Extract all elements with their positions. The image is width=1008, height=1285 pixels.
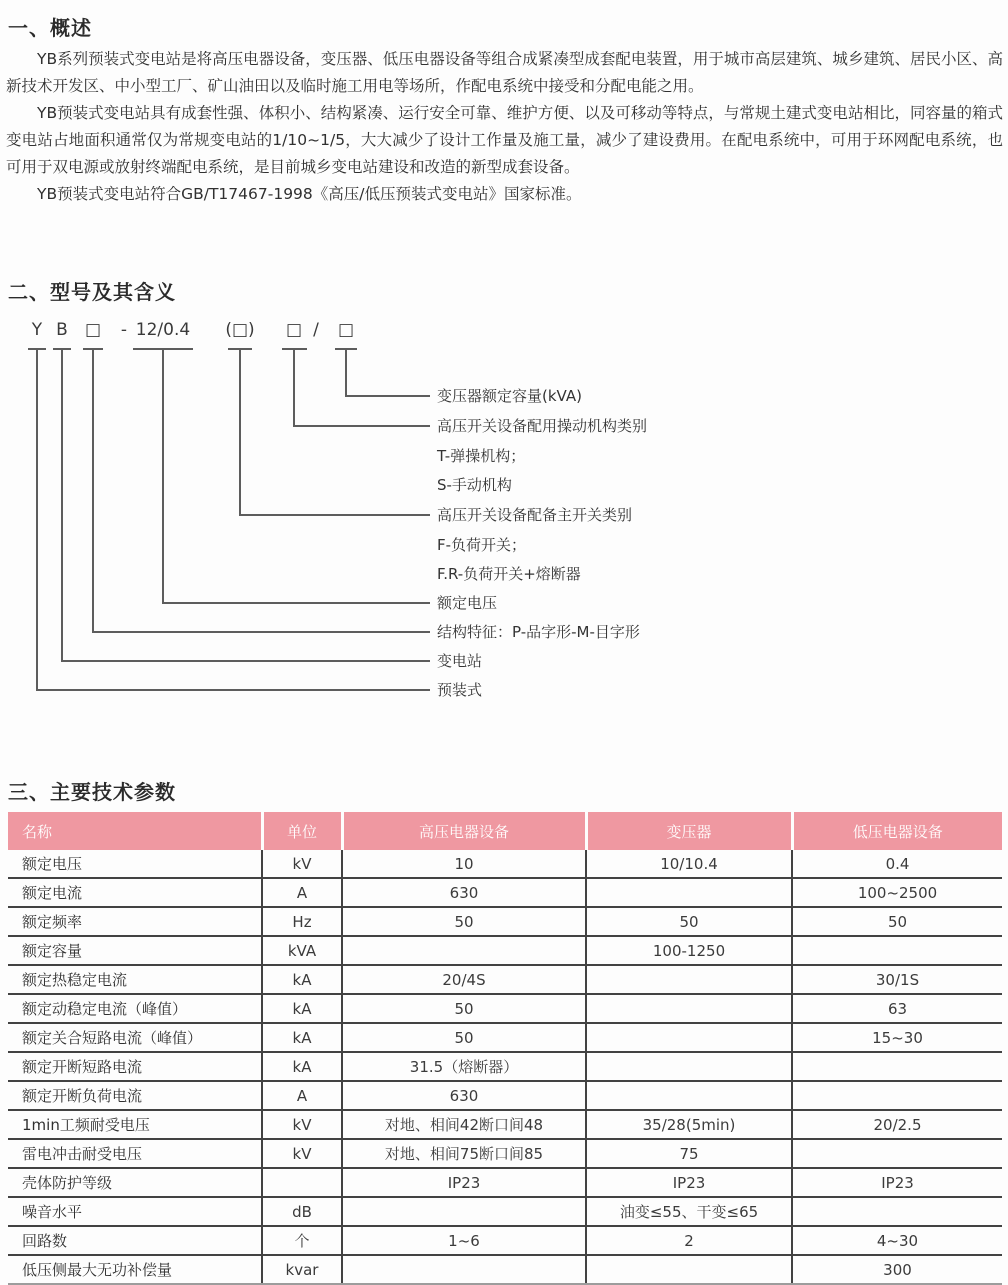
- row-label: 壳体防护等级: [8, 1168, 262, 1197]
- cell-lv: 30/1S: [792, 965, 1002, 994]
- section1-heading: 一、概述: [8, 16, 92, 40]
- cell-lv: 100~2500: [792, 878, 1002, 907]
- overview-paragraph-2: YB预装式变电站具有成套性强、体积小、结构紧凑、运行安全可靠、维护方便、以及可移动等特点，与常规土建式变电站相比，同容量的箱式变电站占地面积通常仅为常规变电站的1/10~1/5，大大减少了设计工作量及施工量，减少了建设费用。在配电系统中，可用于环网配电系统，也可用于双电源或放射终端配电系统，是目前城乡变电站建设和改造的新型成套设备。: [6, 104, 1003, 176]
- table-row: [8, 1226, 1002, 1255]
- cell-tr: 10/10.4: [586, 850, 792, 878]
- cell-tr: [586, 965, 792, 994]
- cell-unit: kA: [262, 965, 342, 994]
- diagram-label-load-switch-fuse: F.R-负荷开关+熔断器: [437, 565, 581, 583]
- cell-hv: 对地、相间75断口间85: [342, 1139, 586, 1168]
- table-row: [8, 907, 1002, 936]
- connector-line-vertical: [61, 348, 63, 662]
- row-label: 1min工频耐受电压: [8, 1110, 262, 1139]
- cell-tr: 2: [586, 1226, 792, 1255]
- cell-lv: IP23: [792, 1168, 1002, 1197]
- cell-tr: 油变≤55、干变≤65: [586, 1197, 792, 1226]
- row-label: 额定开断负荷电流: [8, 1081, 262, 1110]
- table-row: [8, 878, 1002, 907]
- cell-tr: [586, 1023, 792, 1052]
- connector-line-horizontal: [293, 425, 430, 427]
- table-row: [8, 1023, 1002, 1052]
- cell-lv: 4~30: [792, 1226, 1002, 1255]
- connector-line-vertical: [36, 348, 38, 691]
- cell-hv: 50: [342, 907, 586, 936]
- cell-hv: IP23: [342, 1168, 586, 1197]
- diagram-label-structure-feature: 结构特征：P-品字形-M-目字形: [437, 623, 640, 641]
- connector-line-horizontal: [61, 660, 430, 662]
- col-header-transformer: 变压器: [586, 812, 792, 850]
- cell-hv: 31.5（熔断器）: [342, 1052, 586, 1081]
- cell-unit: A: [262, 878, 342, 907]
- table-row: [8, 994, 1002, 1023]
- cell-lv: 50: [792, 907, 1002, 936]
- model-symbol-box3: □: [285, 320, 303, 340]
- row-label: 额定动稳定电流（峰值）: [8, 994, 262, 1023]
- model-symbol-box1: □: [84, 320, 102, 340]
- cell-unit: kA: [262, 994, 342, 1023]
- cell-tr: [586, 1255, 792, 1284]
- connector-line-horizontal: [36, 689, 430, 691]
- diagram-label-rated-voltage: 额定电压: [437, 594, 498, 612]
- connector-line-vertical: [92, 348, 94, 633]
- model-symbol-dash: -: [120, 320, 128, 340]
- diagram-label-spring-mechanism: T-弹操机构；: [437, 447, 526, 465]
- cell-lv: [792, 1139, 1002, 1168]
- cell-hv: 630: [342, 878, 586, 907]
- cell-tr: 100-1250: [586, 936, 792, 965]
- table-row: [8, 1197, 1002, 1226]
- diagram-label-substation: 变电站: [437, 652, 483, 670]
- model-symbol-B: B: [56, 320, 68, 340]
- cell-unit: kVA: [262, 936, 342, 965]
- model-designation-diagram: [0, 310, 1008, 720]
- section2-heading: 二、型号及其含义: [8, 280, 176, 304]
- section3-heading: 三、主要技术参数: [8, 780, 176, 804]
- col-header-unit: 单位: [262, 812, 342, 850]
- cell-hv: 对地、相间42断口间48: [342, 1110, 586, 1139]
- cell-hv: 630: [342, 1081, 586, 1110]
- cell-tr: [586, 1081, 792, 1110]
- cell-unit: kV: [262, 1110, 342, 1139]
- row-label: 额定电流: [8, 878, 262, 907]
- row-label: 回路数: [8, 1226, 262, 1255]
- row-label: 低压侧最大无功补偿量: [8, 1255, 262, 1284]
- cell-tr: 35/28(5min): [586, 1110, 792, 1139]
- table-header-row: [8, 812, 1002, 850]
- cell-tr: 75: [586, 1139, 792, 1168]
- cell-hv: [342, 1197, 586, 1226]
- cell-unit: kV: [262, 850, 342, 878]
- cell-hv: 1~6: [342, 1226, 586, 1255]
- table-row: [8, 1081, 1002, 1110]
- cell-lv: 300: [792, 1255, 1002, 1284]
- connector-line-vertical: [239, 348, 241, 516]
- cell-lv: [792, 1081, 1002, 1110]
- cell-unit: kvar: [262, 1255, 342, 1284]
- cell-unit: Hz: [262, 907, 342, 936]
- row-label: 额定电压: [8, 850, 262, 878]
- col-header-name: 名称: [8, 812, 262, 850]
- cell-unit: kA: [262, 1052, 342, 1081]
- model-symbol-box2: (□): [225, 320, 255, 340]
- cell-tr: [586, 994, 792, 1023]
- cell-unit: dB: [262, 1197, 342, 1226]
- cell-hv: 10: [342, 850, 586, 878]
- cell-tr: [586, 878, 792, 907]
- cell-unit: [262, 1168, 342, 1197]
- diagram-label-load-switch: F-负荷开关；: [437, 536, 527, 554]
- row-label: 额定关合短路电流（峰值）: [8, 1023, 262, 1052]
- cell-tr: [586, 1052, 792, 1081]
- cell-lv: 20/2.5: [792, 1110, 1002, 1139]
- table-row: [8, 850, 1002, 878]
- model-symbol-slash: /: [313, 320, 319, 340]
- cell-lv: [792, 1052, 1002, 1081]
- cell-unit: kA: [262, 1023, 342, 1052]
- diagram-label-prefabricated: 预装式: [437, 681, 483, 699]
- table-row: [8, 936, 1002, 965]
- cell-tr: 50: [586, 907, 792, 936]
- connector-line-vertical: [162, 348, 164, 604]
- cell-lv: [792, 936, 1002, 965]
- connector-line-horizontal: [345, 395, 430, 397]
- diagram-label-manual-mechanism: S-手动机构: [437, 476, 512, 494]
- model-symbol-Y: Y: [31, 320, 43, 340]
- model-symbol-box4: □: [337, 320, 355, 340]
- cell-hv: [342, 936, 586, 965]
- row-label: 额定容量: [8, 936, 262, 965]
- diagram-label-main-switch-type: 高压开关设备配备主开关类别: [437, 506, 633, 524]
- cell-tr: IP23: [586, 1168, 792, 1197]
- table-row: [8, 965, 1002, 994]
- connector-line-vertical: [345, 348, 347, 397]
- connector-line-horizontal: [239, 514, 430, 516]
- cell-lv: 63: [792, 994, 1002, 1023]
- cell-unit: A: [262, 1081, 342, 1110]
- cell-unit: kV: [262, 1139, 342, 1168]
- cell-hv: [342, 1255, 586, 1284]
- cell-lv: [792, 1197, 1002, 1226]
- row-label: 雷电冲击耐受电压: [8, 1139, 262, 1168]
- col-header-hv-equipment: 高压电器设备: [342, 812, 586, 850]
- col-header-lv-equipment: 低压电器设备: [792, 812, 1002, 850]
- diagram-label-operating-mechanism: 高压开关设备配用操动机构类别: [437, 417, 648, 435]
- table-row: [8, 1110, 1002, 1139]
- cell-hv: 50: [342, 1023, 586, 1052]
- overview-paragraph-3: YB预装式变电站符合GB/T17467-1998《高压/低压预装式变电站》国家标准。: [37, 185, 582, 203]
- row-label: 噪音水平: [8, 1197, 262, 1226]
- cell-hv: 50: [342, 994, 586, 1023]
- diagram-label-transformer-capacity: 变压器额定容量(kVA): [437, 387, 582, 405]
- row-label: 额定频率: [8, 907, 262, 936]
- cell-unit: 个: [262, 1226, 342, 1255]
- overview-paragraph-1: YB系列预装式变电站是将高压电器设备，变压器、低压电器设备等组合成紧凑型成套配电装置，用于城市高层建筑、城乡建筑、居民小区、高新技术开发区、中小型工厂、矿山油田以及临时施工用电等场所，作配电系统中接受和分配电能之用。: [6, 50, 1003, 95]
- model-symbol-voltage: 12/0.4: [135, 320, 191, 340]
- cell-hv: 20/4S: [342, 965, 586, 994]
- table-row: [8, 1139, 1002, 1168]
- connector-line-vertical: [293, 348, 295, 427]
- technical-parameters-table: [8, 812, 1002, 1285]
- row-label: 额定热稳定电流: [8, 965, 262, 994]
- table-row: [8, 1168, 1002, 1197]
- connector-line-horizontal: [162, 602, 430, 604]
- cell-lv: 0.4: [885, 854, 910, 873]
- row-label: 额定开断短路电流: [8, 1052, 262, 1081]
- overview-paragraphs: [6, 46, 1003, 208]
- connector-line-horizontal: [92, 631, 430, 633]
- table-row: [8, 1255, 1002, 1284]
- cell-lv: 15~30: [792, 1023, 1002, 1052]
- table-row: [8, 1052, 1002, 1081]
